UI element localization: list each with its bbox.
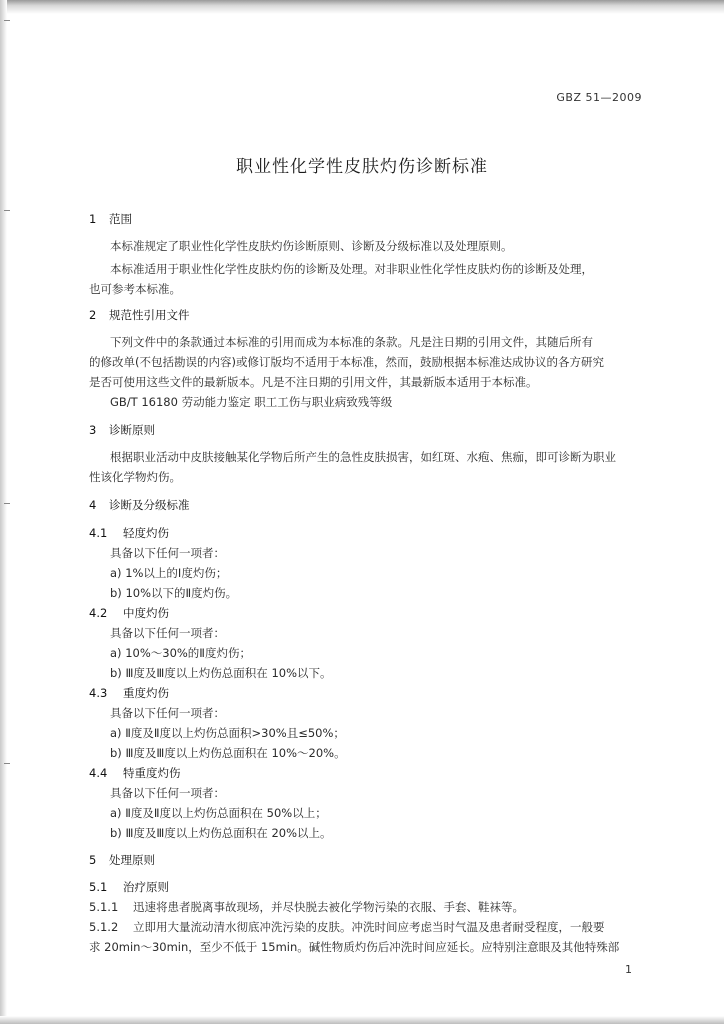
list-item: a) Ⅱ度及Ⅱ度以上灼伤总面积在 50%以上； xyxy=(110,806,327,820)
scan-mark xyxy=(4,20,10,21)
section-3-heading xyxy=(89,422,155,438)
subsection-title: 治疗原则 xyxy=(123,880,169,894)
section-number: 5 xyxy=(89,853,97,867)
list-item: b) Ⅲ度及Ⅲ度以上灼伤总面积在 20%以上。 xyxy=(110,826,332,840)
subsection-title: 重度灼伤 xyxy=(123,686,169,700)
subsection-number: 4.2 xyxy=(89,606,108,620)
clause-text: 迅速将患者脱离事故现场，并尽快脱去被化学物污染的衣服、手套、鞋袜等。 xyxy=(133,900,524,914)
subsection-number: 4.4 xyxy=(89,766,108,780)
clause-5-1-1 xyxy=(89,899,524,915)
paragraph-line: 也可参考本标准。 xyxy=(89,282,181,296)
standard-number: GBZ 51—2009 xyxy=(556,91,642,104)
page-number: 1 xyxy=(625,963,632,976)
clause-text: 立即用大量流动清水彻底冲洗污染的皮肤。冲洗时间应考虑当时气温及患者耐受程度，一般要 xyxy=(133,920,605,934)
subsection-title: 特重度灼伤 xyxy=(123,766,181,780)
list-item: a) Ⅱ度及Ⅱ度以上灼伤总面积>30%且≤50%； xyxy=(110,726,345,740)
subsection-number: 5.1 xyxy=(89,880,108,894)
section-title: 诊断原则 xyxy=(109,423,155,437)
section-title: 诊断及分级标准 xyxy=(109,498,190,512)
scan-mark xyxy=(4,210,10,211)
clause-number: 5.1.1 xyxy=(89,900,119,914)
scan-edge-bottom xyxy=(0,1016,724,1024)
scan-mark xyxy=(4,503,10,504)
list-intro: 具备以下任何一项者： xyxy=(110,786,225,800)
list-item: b) 10%以下的Ⅱ度灼伤。 xyxy=(110,586,238,600)
paragraph-line: 下列文件中的条款通过本标准的引用而成为本标准的条款。凡是注日期的引用文件，其随后所有 xyxy=(110,335,593,349)
document-title: 职业性化学性皮肤灼伤诊断标准 xyxy=(236,157,488,177)
section-title: 处理原则 xyxy=(109,853,155,867)
section-title: 范围 xyxy=(109,212,132,226)
section-4-heading xyxy=(89,497,190,513)
list-intro: 具备以下任何一项者： xyxy=(110,546,225,560)
section-number: 3 xyxy=(89,423,97,437)
section-number: 4 xyxy=(89,498,97,512)
clause-number: 5.1.2 xyxy=(89,920,119,934)
subsection-title: 轻度灼伤 xyxy=(123,526,169,540)
subsection-title: 中度灼伤 xyxy=(123,606,169,620)
scan-edge-top xyxy=(0,0,724,14)
paragraph-line: 性该化学物灼伤。 xyxy=(89,470,181,484)
subsection-4-3-heading xyxy=(89,685,169,701)
reference-line: GB/T 16180 劳动能力鉴定 职工工伤与职业病致残等级 xyxy=(110,395,393,409)
clause-5-1-2 xyxy=(89,919,605,935)
subsection-4-1-heading xyxy=(89,525,169,541)
list-intro: 具备以下任何一项者： xyxy=(110,626,225,640)
paragraph-line: 是否可使用这些文件的最新版本。凡是不注日期的引用文件，其最新版本适用于本标准。 xyxy=(89,375,538,389)
paragraph-line: 本标准规定了职业性化学性皮肤灼伤诊断原则、诊断及分级标准以及处理原则。 xyxy=(110,239,513,253)
list-item: b) Ⅲ度及Ⅲ度以上灼伤总面积在 10%以下。 xyxy=(110,666,332,680)
subsection-4-4-heading xyxy=(89,765,181,781)
paragraph-line: 的修改单(不包括勘误的内容)或修订版均不适用于本标准，然而，鼓励根据本标准达成协议的各方研究 xyxy=(89,355,604,369)
section-2-heading xyxy=(89,307,190,323)
subsection-4-2-heading xyxy=(89,605,169,621)
list-intro: 具备以下任何一项者： xyxy=(110,706,225,720)
subsection-number: 4.1 xyxy=(89,526,108,540)
scan-mark xyxy=(4,763,10,764)
section-1-heading xyxy=(89,211,132,227)
list-item: a) 10%～30%的Ⅱ度灼伤； xyxy=(110,646,251,660)
section-number: 2 xyxy=(89,308,97,322)
paragraph-line: 本标准适用于职业性化学性皮肤灼伤的诊断及处理。对非职业性化学性皮肤灼伤的诊断及处理， xyxy=(110,262,593,276)
subsection-number: 4.3 xyxy=(89,686,108,700)
list-item: a) 1%以上的Ⅰ度灼伤； xyxy=(110,566,228,580)
subsection-5-1-heading xyxy=(89,879,169,895)
section-title: 规范性引用文件 xyxy=(109,308,190,322)
section-5-heading xyxy=(89,852,155,868)
section-number: 1 xyxy=(89,212,97,226)
list-item: b) Ⅲ度及Ⅲ度以上灼伤总面积在 10%～20%。 xyxy=(110,746,346,760)
paragraph-line: 求 20min～30min，至少不低于 15min。碱性物质灼伤后冲洗时间应延长。应特别注意眼及其他特殊部 xyxy=(89,940,620,954)
paragraph-line: 根据职业活动中皮肤接触某化学物后所产生的急性皮肤损害，如红斑、水疱、焦痂，即可诊断为职业 xyxy=(110,450,616,464)
